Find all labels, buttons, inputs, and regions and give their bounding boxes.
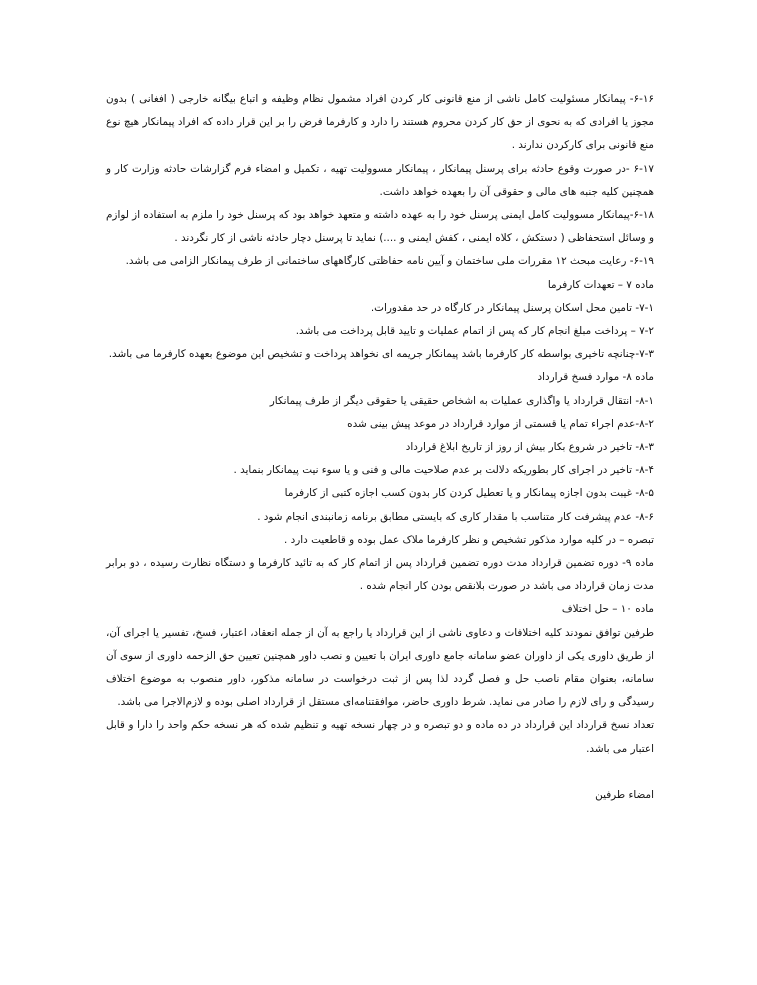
clause-8-3: ۸-۳- تاخیر در شروع بکار بیش از روز از تاریخ ابلاغ قرارداد (405, 441, 654, 454)
contract-page (106, 88, 654, 807)
article-8-heading: ماده ۸- موارد فسخ قرارداد (537, 371, 654, 384)
article-10-heading: ماده ۱۰ – حل اختلاف (561, 603, 654, 616)
copies-clause: تعداد نسخ قرارداد این قرارداد در ده ماده و دو تبصره و در چهار نسخه تهیه و تنظیم شده که هر نسخه حکم واحد را دارا و قابل اعتبار می باشد. (106, 719, 654, 755)
article-7-heading: ماده ۷ – تعهدات کارفرما (547, 278, 654, 291)
clause-8-6: ۸-۶- عدم پیشرفت کار متناسب با مقدار کاری که بایستی مطابق برنامه زمانبندی انجام شود . (257, 510, 654, 523)
spacer (106, 761, 654, 784)
clause-8-2: ۸-۲-عدم اجراء تمام یا قسمتی از موارد قرارداد در موعد پیش بینی شده (347, 417, 654, 430)
note-tabsare: تبصره – در کلیه موارد مذکور تشخیص و نظر کارفرما ملاک عمل بوده و قاطعیت دارد . (284, 533, 654, 546)
signature-line: امضاء طرفین (595, 788, 654, 801)
clause-7-3: ۷-۳-چنانچه تاخیری بواسطه کار کارفرما باشد پیمانکار جریمه ای نخواهد پرداخت و تشخیص این موضوع بعهده کارفرما می باشد. (108, 348, 654, 361)
clause-8-4: ۸-۴- تاخیر در اجرای کار بطوریکه دلالت بر عدم صلاحیت مالی و فنی و یا سوء نیت پیمانکار بنماید . (233, 464, 654, 477)
clause-6-16: ۶-۱۶- پیمانکار مسئولیت کامل ناشی از منع قانونی کار کردن افراد مشمول نظام وظیفه و اتباع بیگانه خارجی ( افغانی ) بدون مجوز یا افرادی که به نحوی از حق کار کردن محروم هستند را دارد و کارفرما فرض را بر این قرار داده که افراد پیمانکار هیچ نوع منع قانونی برای کارکردن ندارند . (106, 93, 654, 152)
clause-6-19: ۶-۱۹- رعایت مبحث ۱۲ مقررات ملی ساختمان و آیین نامه حفاظتی کارگاههای ساختمانی از طرف پیمانکار الزامی می باشد. (125, 255, 654, 268)
clause-8-1: ۸-۱- انتقال قرارداد یا واگذاری عملیات به اشخاص حقیقی یا حقوقی دیگر از طرف پیمانکار (269, 394, 654, 407)
clause-7-1: ۷-۱- تامین محل اسکان پرسنل پیمانکار در کارگاه در حد مقدورات. (370, 301, 654, 314)
clause-6-18: ۶-۱۸-پیمانکار مسوولیت کامل ایمنی پرسنل خود را به عهده داشته و متعهد خواهد بود که پرسنل خود را ملزم به استفاده از لوازم و وسائل استحفاظی ( دستکش ، کلاه ایمنی ، کفش ایمنی و ....) نماید تا پرسنل دچار حادثه ناشی از کار نگردند . (106, 209, 654, 245)
clause-7-2: ۷-۲ – پرداخت مبلغ انجام کار که پس از اتمام عملیات و تایید قابل پرداخت می باشد. (295, 325, 654, 338)
clause-6-17: ۶-۱۷ -در صورت وقوع حادثه برای پرسنل پیمانکار ، پیمانکار مسوولیت تهیه ، تکمیل و امضاء فرم گزارشات حادثه وزارت کار و همچنین کلیه جنبه های مالی و حقوقی آن را بعهده خواهد داشت. (106, 162, 654, 198)
clause-8-5: ۸-۵- غیبت بدون اجازه پیمانکار و یا تعطیل کردن کار بدون کسب اجازه کتبی از کارفرما (284, 487, 654, 500)
article-9: ماده ۹- دوره تضمین قرارداد مدت دوره تضمین قرارداد پس از اتمام کار که به تائید کارفرما و دستگاه نظارت رسیده ، دو برابر مدت زمان قرارداد می باشد در صورت بلانقص بودن کار انجام شده . (106, 557, 654, 593)
arbitration-clause: طرفین توافق نمودند کلیه اختلافات و دعاوی ناشی از این قرارداد یا راجع به آن از جمله انعقاد، اعتبار، فسخ، تفسیر یا اجرای آن، از طریق داوری یکی از داوران عضو سامانه جامع داوری ایران با تعیین و نصب داور همچنین تعیین حق الزحمه داوری از سوی آن سامانه، بعنوان مقام ناصب حل و فصل گردد لذا پس از ثبت درخواست در سامانه مذکور، داور منصوب به موضوع اختلاف رسیدگی و رای لازم را صادر می نماید. شرط داوری حاضر، موافقتنامه‌ای مستقل از قرارداد اصلی بوده و لازم‌الاجرا می باشد. (106, 626, 654, 709)
